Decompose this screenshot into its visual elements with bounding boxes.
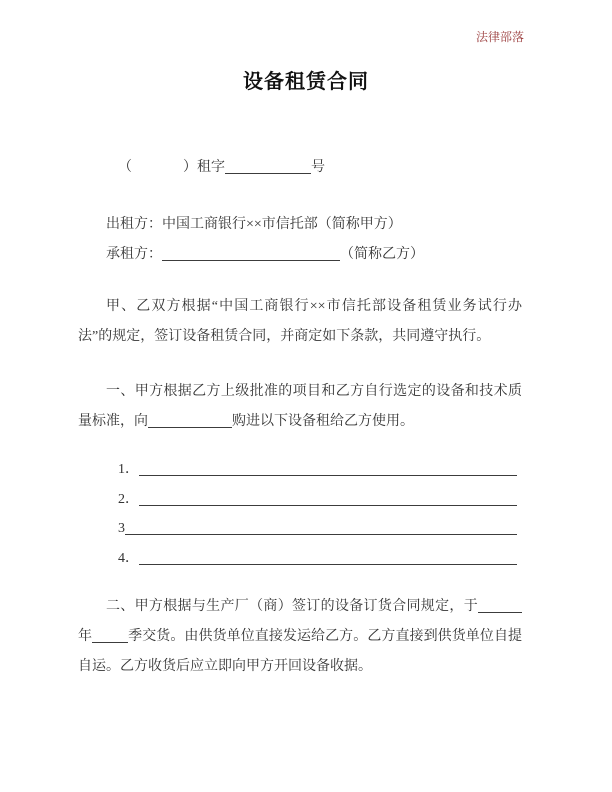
- text-run: 甲、乙双方根据“中国工商银行××市信托部设备租赁业务试行办法”的规定，签订设备租赁合同，并商定如下条款，共同遵守执行。: [78, 299, 522, 344]
- blank-line: [225, 159, 311, 174]
- equipment-list-item-2: [78, 485, 522, 515]
- article2-paragraph: [78, 592, 522, 682]
- equipment-list-item-4: [78, 544, 522, 574]
- blank-line: [139, 491, 517, 506]
- text-run: （简称乙方）: [340, 247, 424, 262]
- text-run: ）租字: [183, 160, 225, 175]
- text-run: 一、甲方根据乙方上级批准的项目和乙方自行选定的设备和技术质量标准，向: [78, 384, 522, 429]
- text-run: 3: [118, 521, 125, 536]
- article1-paragraph: [78, 377, 522, 437]
- lessor-line: [78, 210, 522, 240]
- text-run: 季交货。由供货单位直接发运给乙方。乙方直接到供货单位自提自运。乙方收货后应立即向甲方开回设备收据。: [78, 629, 523, 674]
- doc-number-line: [78, 153, 522, 183]
- text-run: 号: [311, 160, 325, 175]
- equipment-list: [78, 455, 522, 573]
- blank-line: [148, 413, 232, 428]
- text-run: 1．: [118, 462, 139, 477]
- blank-line: [162, 246, 340, 261]
- text-run: 年: [78, 629, 93, 644]
- text-run: 4．: [118, 550, 139, 566]
- blank-line: [478, 598, 522, 613]
- blank-line: [139, 550, 517, 565]
- blank-line: [125, 520, 517, 535]
- document-body: [0, 153, 612, 682]
- text-run: 2．: [118, 491, 139, 507]
- preamble-paragraph: [78, 292, 522, 352]
- watermark-text: 法律部落: [475, 30, 524, 44]
- document-title: 设备租赁合同: [243, 71, 369, 93]
- text-run: 购进以下设备租给乙方使用。: [232, 414, 414, 429]
- parties-block: [78, 210, 522, 270]
- lessee-line: [78, 240, 522, 270]
- blank-line: [139, 461, 517, 476]
- equipment-list-item-1: [78, 455, 522, 485]
- text-run: 出租方：中国工商银行××市信托部（简称甲方）: [106, 217, 402, 232]
- text-run: 二、甲方根据与生产厂（商）签订的设备订货合同规定，于: [106, 599, 478, 614]
- blank-line: [92, 628, 128, 643]
- text-run: 承租方：: [106, 247, 162, 262]
- equipment-list-item-3: [78, 514, 522, 544]
- text-run: （: [118, 160, 132, 175]
